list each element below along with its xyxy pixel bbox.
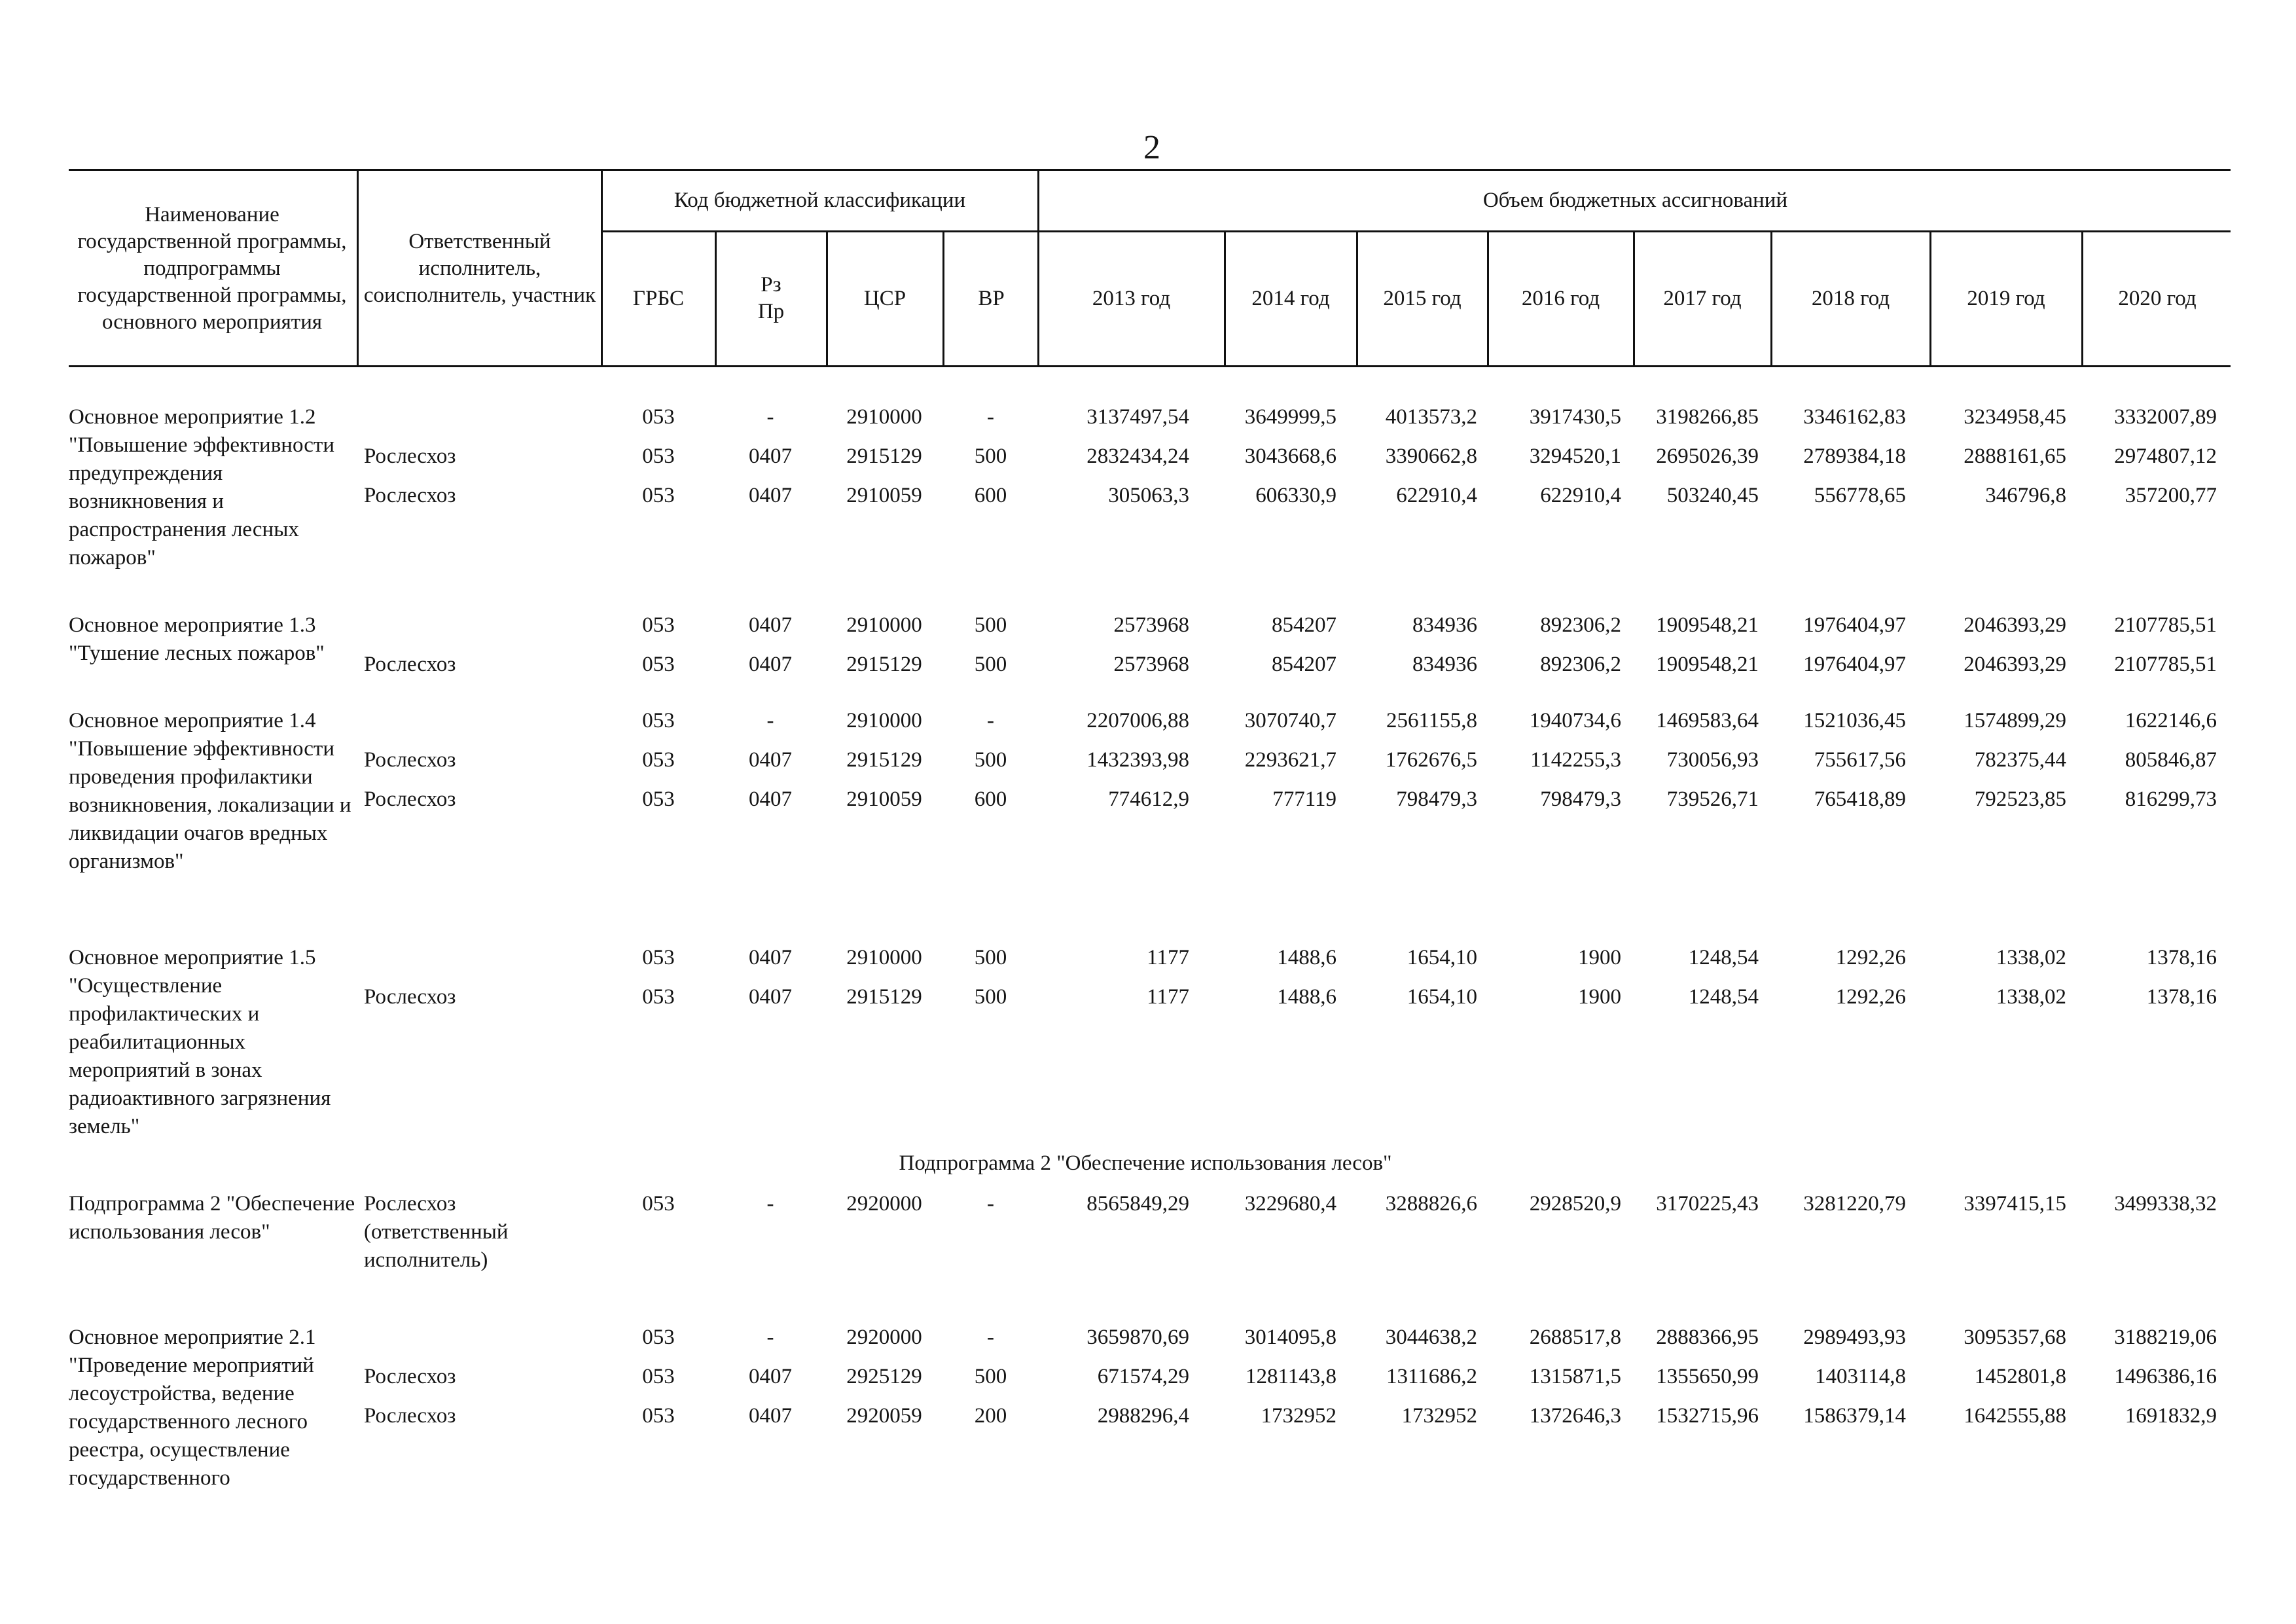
amount-2017: 503240,45 (1666, 484, 1759, 507)
row-executor: Рослесхоз (364, 787, 456, 811)
amount-2015: 1311686,2 (1386, 1365, 1477, 1388)
csr-value: 2910000 (846, 946, 922, 969)
amount-2016: 2928520,9 (1529, 1192, 1621, 1216)
csr-value: 2920000 (846, 1192, 922, 1216)
amount-2014: 1488,6 (1277, 946, 1336, 969)
amount-2013: 1177 (1147, 946, 1189, 969)
amount-2018: 3346162,83 (1803, 405, 1906, 429)
vr-value: 500 (974, 985, 1007, 1009)
amount-2018: 2989493,93 (1803, 1326, 1906, 1349)
amount-2015: 1654,10 (1407, 946, 1477, 969)
grbs-value: 053 (642, 653, 675, 676)
header-year: 2020 год (2118, 286, 2197, 310)
header-year: 2017 год (1663, 286, 1742, 310)
code-line (0, 651, 2296, 690)
amount-2015: 834936 (1412, 613, 1477, 637)
amount-2015: 2561155,8 (1386, 709, 1477, 732)
amount-2016: 622910,4 (1540, 484, 1621, 507)
amount-2015: 1762676,5 (1385, 748, 1477, 772)
amount-2015: 798479,3 (1396, 787, 1477, 811)
amount-2015: 3044638,2 (1385, 1326, 1477, 1349)
amount-2019: 1452801,8 (1974, 1365, 2066, 1388)
header-year: 2013 год (1092, 286, 1171, 310)
grbs-value: 053 (642, 946, 675, 969)
csr-value: 2910000 (846, 405, 922, 429)
vr-value: 600 (974, 787, 1007, 811)
amount-2016: 3294520,1 (1529, 444, 1621, 468)
vr-value: 500 (974, 613, 1007, 637)
amount-2020: 805846,87 (2125, 748, 2217, 772)
amount-2019: 1338,02 (1996, 985, 2066, 1009)
code-line (0, 1190, 2296, 1229)
amount-2017: 739526,71 (1666, 787, 1759, 811)
amount-2013: 2988296,4 (1097, 1404, 1189, 1428)
amount-2019: 1574899,29 (1964, 709, 2066, 732)
amount-2015: 3390662,8 (1385, 444, 1477, 468)
amount-2019: 2046393,29 (1964, 653, 2066, 676)
amount-2016: 798479,3 (1540, 787, 1621, 811)
csr-value: 2920059 (846, 1404, 922, 1428)
amount-2018: 1292,26 (1835, 946, 1906, 969)
amount-2013: 774612,9 (1108, 787, 1189, 811)
amount-2019: 3234958,45 (1964, 405, 2066, 429)
amount-2017: 2888366,95 (1656, 1326, 1759, 1349)
row-name: Основное мероприятие 1.4 "Повышение эффективности проведения профилактики возникновения, локализации и ликвидации очагов вредных организмов" (69, 709, 351, 873)
amount-2014: 3229680,4 (1244, 1192, 1336, 1216)
csr-value: 2925129 (846, 1365, 922, 1388)
amount-2020: 2107785,51 (2114, 653, 2217, 676)
amount-2019: 3397415,15 (1964, 1192, 2066, 1216)
amount-2018: 2789384,18 (1803, 444, 1906, 468)
page-number: 2 (1143, 129, 1160, 166)
row-executor: Рослесхоз (364, 748, 456, 772)
amount-2013: 2573968 (1113, 653, 1189, 676)
amount-2014: 3043668,6 (1244, 444, 1336, 468)
amount-2018: 1586379,14 (1803, 1404, 1906, 1428)
rzpr-value: 0407 (749, 653, 792, 676)
amount-2014: 1488,6 (1277, 985, 1336, 1009)
grbs-value: 053 (642, 1365, 675, 1388)
amount-2015: 1654,10 (1407, 985, 1477, 1009)
vr-value: 500 (974, 653, 1007, 676)
amount-2013: 3137497,54 (1086, 405, 1189, 429)
header-year: 2015 год (1383, 286, 1462, 310)
amount-2015: 1732952 (1401, 1404, 1477, 1428)
amount-2015: 3288826,6 (1385, 1192, 1477, 1216)
header-volume-group: Объем бюджетных ассигнований (1482, 188, 1788, 212)
amount-2018: 1292,26 (1835, 985, 1906, 1009)
amount-2014: 3014095,8 (1244, 1326, 1336, 1349)
amount-2020: 3188219,06 (2114, 1326, 2217, 1349)
header-vr: ВР (978, 286, 1005, 310)
amount-2018: 556778,65 (1814, 484, 1906, 507)
rzpr-value: 0407 (749, 748, 792, 772)
amount-2019: 782375,44 (1974, 748, 2066, 772)
amount-2018: 755617,56 (1814, 748, 1906, 772)
code-line (0, 482, 2296, 521)
csr-value: 2915129 (846, 653, 922, 676)
amount-2020: 816299,73 (2125, 787, 2217, 811)
rzpr-value: 0407 (749, 946, 792, 969)
amount-2016: 1142255,3 (1530, 748, 1621, 772)
amount-2019: 2046393,29 (1964, 613, 2066, 637)
amount-2017: 1248,54 (1688, 946, 1759, 969)
amount-2014: 854207 (1272, 653, 1336, 676)
csr-value: 2910000 (846, 709, 922, 732)
amount-2013: 671574,29 (1097, 1365, 1189, 1388)
amount-2018: 765418,89 (1814, 787, 1906, 811)
rzpr-value: - (766, 709, 774, 732)
amount-2018: 1521036,45 (1803, 709, 1906, 732)
amount-2015: 4013573,2 (1385, 405, 1477, 429)
code-line (0, 707, 2296, 746)
rzpr-value: 0407 (749, 1365, 792, 1388)
amount-2016: 1372646,3 (1529, 1404, 1621, 1428)
vr-value: 500 (974, 444, 1007, 468)
amount-2019: 1338,02 (1996, 946, 2066, 969)
row-executor: Рослесхоз (ответственный исполнитель) (364, 1192, 509, 1272)
amount-2014: 854207 (1272, 613, 1336, 637)
header-year: 2016 год (1521, 286, 1600, 310)
code-line (0, 1363, 2296, 1402)
amount-2017: 3198266,85 (1656, 405, 1759, 429)
amount-2018: 1976404,97 (1803, 653, 1906, 676)
amount-2020: 357200,77 (2125, 484, 2217, 507)
grbs-value: 053 (642, 405, 675, 429)
amount-2013: 305063,3 (1108, 484, 1189, 507)
vr-value: 500 (974, 1365, 1007, 1388)
code-line (0, 785, 2296, 825)
amount-2018: 1976404,97 (1803, 613, 1906, 637)
row-name: Основное мероприятие 1.3 "Тушение лесных пожаров" (69, 613, 325, 665)
csr-value: 2920000 (846, 1326, 922, 1349)
amount-2014: 1732952 (1261, 1404, 1336, 1428)
amount-2013: 1432393,98 (1086, 748, 1189, 772)
header-executor: Ответственный исполнитель, соисполнитель, участник (363, 229, 596, 307)
amount-2020: 1496386,16 (2114, 1365, 2217, 1388)
header-year: 2014 год (1251, 286, 1330, 310)
amount-2018: 1403114,8 (1814, 1365, 1906, 1388)
header-rzpr: Рз Пр (757, 273, 785, 323)
header-name: Наименование государственной программы, подпрограммы государственной программы, основного мероприятия (77, 202, 347, 334)
vr-value: 200 (974, 1404, 1007, 1428)
code-line (0, 611, 2296, 651)
grbs-value: 053 (642, 709, 675, 732)
csr-value: 2915129 (846, 748, 922, 772)
vr-value: 500 (974, 946, 1007, 969)
code-line (0, 1402, 2296, 1441)
amount-2014: 777119 (1272, 787, 1336, 811)
amount-2020: 1378,16 (2146, 985, 2217, 1009)
grbs-value: 053 (642, 1404, 675, 1428)
vr-value: 500 (974, 748, 1007, 772)
subprogram-heading: Подпрограмма 2 "Обеспечение использования лесов" (899, 1151, 1392, 1175)
code-line (0, 442, 2296, 482)
amount-2016: 1900 (1578, 985, 1621, 1009)
amount-2015: 622910,4 (1396, 484, 1477, 507)
row-executor: Рослесхоз (364, 444, 456, 468)
rzpr-value: 0407 (749, 613, 792, 637)
amount-2013: 2573968 (1113, 613, 1189, 637)
code-line (0, 944, 2296, 983)
rzpr-value: 0407 (749, 1404, 792, 1428)
rzpr-value: - (766, 1326, 774, 1349)
rzpr-value: - (766, 1192, 774, 1216)
grbs-value: 053 (642, 1192, 675, 1216)
code-line (0, 1324, 2296, 1363)
amount-2016: 1940734,6 (1529, 709, 1621, 732)
row-name: Основное мероприятие 1.5 "Осуществление профилактических и реабилитационных мероприятий в зонах радиоактивного загрязнения земель" (69, 946, 331, 1138)
csr-value: 2910059 (846, 787, 922, 811)
amount-2019: 792523,85 (1974, 787, 2066, 811)
amount-2017: 2695026,39 (1656, 444, 1759, 468)
amount-2019: 1642555,88 (1964, 1404, 2066, 1428)
amount-2013: 8565849,29 (1086, 1192, 1189, 1216)
amount-2017: 1355650,99 (1656, 1365, 1759, 1388)
amount-2014: 3649999,5 (1244, 405, 1336, 429)
amount-2020: 3332007,89 (2114, 405, 2217, 429)
amount-2020: 3499338,32 (2114, 1192, 2217, 1216)
grbs-value: 053 (642, 484, 675, 507)
amount-2016: 3917430,5 (1529, 405, 1621, 429)
grbs-value: 053 (642, 787, 675, 811)
amount-2016: 892306,2 (1540, 613, 1621, 637)
amount-2019: 2888161,65 (1964, 444, 2066, 468)
amount-2014: 2293621,7 (1244, 748, 1336, 772)
amount-2018: 3281220,79 (1803, 1192, 1906, 1216)
header-code-group: Код бюджетной классификации (673, 188, 966, 212)
amount-2013: 1177 (1147, 985, 1189, 1009)
row-executor: Рослесхоз (364, 484, 456, 507)
row-executor: Рослесхоз (364, 985, 456, 1009)
header-year: 2019 год (1967, 286, 2045, 310)
grbs-value: 053 (642, 1326, 675, 1349)
amount-2015: 834936 (1412, 653, 1477, 676)
row-executor: Рослесхоз (364, 1365, 456, 1388)
vr-value: - (987, 1326, 994, 1349)
code-line (0, 746, 2296, 785)
amount-2017: 1532715,96 (1656, 1404, 1759, 1428)
amount-2017: 1909548,21 (1656, 653, 1759, 676)
row-executor: Рослесхоз (364, 1404, 456, 1428)
amount-2019: 3095357,68 (1964, 1326, 2066, 1349)
amount-2016: 892306,2 (1540, 653, 1621, 676)
rzpr-value: 0407 (749, 444, 792, 468)
amount-2014: 3070740,7 (1244, 709, 1336, 732)
rzpr-value: 0407 (749, 484, 792, 507)
vr-value: - (987, 405, 994, 429)
amount-2020: 1378,16 (2146, 946, 2217, 969)
amount-2017: 3170225,43 (1656, 1192, 1759, 1216)
amount-2017: 1909548,21 (1656, 613, 1759, 637)
code-line (0, 403, 2296, 442)
amount-2013: 3659870,69 (1086, 1326, 1189, 1349)
amount-2020: 1622146,6 (2125, 709, 2217, 732)
amount-2016: 1315871,5 (1529, 1365, 1621, 1388)
amount-2017: 1248,54 (1688, 985, 1759, 1009)
vr-value: - (987, 1192, 994, 1216)
rzpr-value: - (766, 405, 774, 429)
row-name: Основное мероприятие 2.1 "Проведение мероприятий лесоустройства, ведение государственного лесного реестра, осуществление государственного (69, 1326, 316, 1490)
csr-value: 2910059 (846, 484, 922, 507)
grbs-value: 053 (642, 613, 675, 637)
row-executor: Рослесхоз (364, 653, 456, 676)
rzpr-value: 0407 (749, 985, 792, 1009)
header-csr: ЦСР (863, 286, 906, 310)
csr-value: 2915129 (846, 444, 922, 468)
amount-2019: 346796,8 (1985, 484, 2066, 507)
header-grbs: ГРБС (632, 286, 685, 310)
amount-2013: 2207006,88 (1086, 709, 1189, 732)
amount-2020: 2974807,12 (2114, 444, 2217, 468)
amount-2020: 1691832,9 (2125, 1404, 2217, 1428)
amount-2017: 730056,93 (1666, 748, 1759, 772)
csr-value: 2910000 (846, 613, 922, 637)
grbs-value: 053 (642, 748, 675, 772)
rzpr-value: 0407 (749, 787, 792, 811)
amount-2016: 1900 (1578, 946, 1621, 969)
grbs-value: 053 (642, 985, 675, 1009)
amount-2013: 2832434,24 (1086, 444, 1189, 468)
amount-2020: 2107785,51 (2114, 613, 2217, 637)
row-name: Основное мероприятие 1.2 "Повышение эффективности предупреждения возникновения и распространения лесных пожаров" (69, 405, 334, 569)
csr-value: 2915129 (846, 985, 922, 1009)
amount-2014: 1281143,8 (1245, 1365, 1336, 1388)
header-year: 2018 год (1811, 286, 1890, 310)
vr-value: 600 (974, 484, 1007, 507)
amount-2014: 606330,9 (1255, 484, 1336, 507)
amount-2017: 1469583,64 (1656, 709, 1759, 732)
row-name: Подпрограмма 2 "Обеспечение использования лесов" (69, 1192, 355, 1244)
vr-value: - (987, 709, 994, 732)
amount-2016: 2688517,8 (1529, 1326, 1621, 1349)
grbs-value: 053 (642, 444, 675, 468)
code-line (0, 983, 2296, 1022)
